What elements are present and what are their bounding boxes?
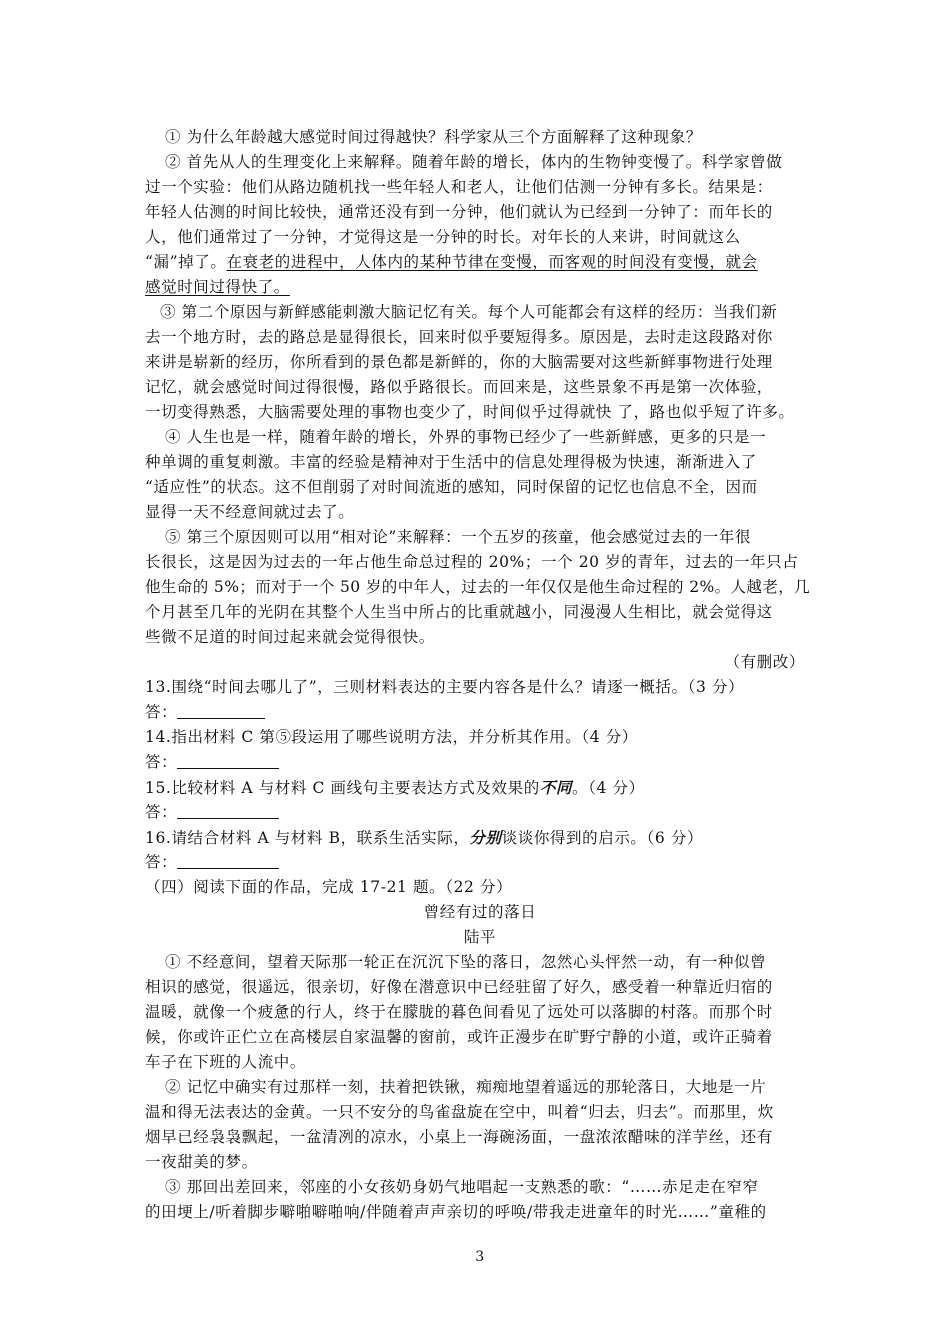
para-c3-line5: 一切变得熟悉，大脑需要处理的事物也变少了，时间似乎过得就快 了，路也似乎短了许多。	[145, 403, 795, 421]
para-s1-line2: 相识的感觉，很遥远，很亲切，好像在潜意识中已经驻留了好久，感受着一种靠近归宿的	[145, 978, 773, 996]
article-title: 曾经有过的落日	[423, 903, 537, 921]
para-c4-line1: ④ 人生也是一样，随着年龄的增长，外界的事物已经少了一些新鲜感，更多的只是一	[165, 428, 767, 446]
para-c3-line1: ③ 第二个原因与新鲜感能刺激大脑记忆有关。每个人可能都会有这样的经历：当我们新	[160, 303, 778, 321]
para-c5-line3: 他生命的 5%；而对于一个 50 岁的中年人，过去的一年仅仅是他生命过程的 2%。人越老，几	[145, 578, 811, 596]
answer-13	[145, 700, 815, 725]
question-16-text: 16.请结合材料 A 与材料 B，联系生活实际，	[145, 829, 470, 847]
edited-note: （有删改）	[724, 653, 805, 671]
article-author: 陆平	[463, 928, 497, 946]
question-15-tail: 。（4 分）	[572, 779, 645, 797]
answer-label: 答：	[145, 853, 178, 871]
page-number: 3	[475, 1249, 485, 1265]
para-c2-line5	[145, 250, 815, 275]
para-c3-line4: 记忆，就会感觉时间过得很慢，路似乎路很长。而回来是，这些景象不再是第一次体验，	[145, 378, 773, 396]
underlined-sentence-c: 在衰老的进程中，人体内的某种节律在变慢，而客观的时间没有变慢，就会	[226, 253, 758, 271]
para-s1-line1: ① 不经意间，望着天际那一轮正在沉沉下坠的落日，忽然心头怦然一动，有一种似曾	[165, 953, 767, 971]
para-c3-line2: 去一个地方时，去的路总是显得很长，回来时似乎要短得多。原因是，去时走这段路对你	[145, 328, 773, 346]
para-c4-line2: 种单调的重复刺激。丰富的经验是精神对于生活中的信息处理得极为快速，渐渐进入了	[145, 453, 757, 471]
para-c2-line1: ② 首先从人的生理变化上来解释。随着年龄的增长，体内的生物钟变慢了。科学家曾做	[165, 153, 783, 171]
para-s1-line5: 车子在下班的人流中。	[145, 1053, 307, 1071]
question-15-text: 15.比较材料 A 与材料 C 画线句主要表达方式及效果的	[145, 779, 540, 797]
answer-blank-14[interactable]	[177, 752, 279, 769]
question-15	[145, 775, 815, 801]
answer-16	[145, 850, 815, 875]
question-16	[145, 825, 815, 851]
para-c2-line2: 过一个实验：他们从路边随机找一些年轻人和老人，让他们估测一分钟有多长。结果是：	[145, 178, 773, 196]
question-14: 14.指出材料 C 第⑤段运用了哪些说明方法，并分析其作用。（4 分）	[145, 728, 638, 746]
para-s1-line3: 温暖，就像一个疲惫的行人，终于在朦胧的暮色间看见了远处可以落脚的村落。而那个时	[145, 1003, 773, 1021]
answer-label: 答：	[145, 753, 178, 771]
para-c3-line3: 来讲是崭新的经历，你所看到的景色都是新鲜的，你的大脑需要对这些新鲜事物进行处理	[145, 353, 773, 371]
question-16-emphasis: 分别	[469, 828, 502, 847]
answer-blank-13[interactable]	[177, 702, 265, 719]
para-c2-line5-text: “漏”掉了。	[145, 253, 227, 271]
question-15-emphasis: 不同	[539, 778, 573, 797]
para-s2-line1: ② 记忆中确实有过那样一刻，扶着把铁锹，痴痴地望着遥远的那轮落日，大地是一片	[165, 1078, 767, 1096]
para-c5-line4: 个月甚至几年的光阴在其整个人生当中所占的比重就越小，同漫漫人生相比，就会觉得这	[145, 603, 773, 621]
para-c5-line5: 些微不足道的时间过起来就会觉得很快。	[145, 628, 435, 646]
answer-label: 答：	[145, 803, 178, 821]
question-13: 13.围绕“时间去哪儿了”，三则材料表达的主要内容各是什么？请逐一概括。（3 分）	[145, 678, 745, 696]
para-s2-line2: 温和得无法表达的金黄。一只不安分的鸟雀盘旋在空中，叫着“归去，归去”。而那里，炊	[145, 1103, 774, 1121]
para-s3-line2: 的田埂上/听着脚步噼啪噼啪响/伴随着声声亲切的呼唤/带我走进童年的时光……”童稚的	[145, 1203, 767, 1221]
para-c5-line2: 长很长，这是因为过去的一年占他生命总过程的 20%；一个 20 岁的青年，过去的一年只占	[145, 553, 799, 571]
answer-blank-16[interactable]	[177, 852, 279, 869]
para-c4-line3: “适应性”的状态。这不但削弱了对时间流逝的感知，同时保留的记忆也信息不全，因而	[145, 478, 758, 496]
section-heading: （四）阅读下面的作品，完成 17-21 题。（22 分）	[145, 878, 513, 896]
answer-14	[145, 750, 815, 775]
para-c4-line4: 显得一天不经意间就过去了。	[145, 503, 355, 521]
para-s1-line4: 候，你或许正伫立在高楼层自家温馨的窗前，或许正漫步在旷野宁静的小道，或许正骑着	[145, 1028, 773, 1046]
underlined-sentence-c-cont: 感觉时间过得快了。	[145, 278, 290, 296]
para-s2-line4: 一夜甜美的梦。	[145, 1153, 258, 1171]
answer-15	[145, 800, 815, 825]
answer-label: 答：	[145, 703, 178, 721]
answer-blank-15[interactable]	[177, 802, 279, 819]
para-s2-line3: 烟早已经袅袅飘起，一盆清冽的凉水，小桌上一海碗汤面，一盘浓浓醋味的洋芋丝，还有	[145, 1128, 773, 1146]
para-c2-line3: 年轻人估测的时间比较快，通常还没有到一分钟，他们就认为已经到一分钟了：而年长的	[145, 203, 773, 221]
para-c1: ① 为什么年龄越大感觉时间过得越快？科学家从三个方面解释了这种现象？	[165, 128, 702, 146]
para-c5-line1: ⑤ 第三个原因则可以用“相对论”来解释：一个五岁的孩童，他会感觉过去的一年很	[165, 528, 752, 546]
para-c2-line4: 人，他们通常过了一分钟，才觉得这是一分钟的时长。对年长的人来讲，时间就这么	[145, 228, 741, 246]
para-s3-line1: ③ 那回出差回来，邻座的小女孩奶身奶气地唱起一支熟悉的歌：“……赤足走在窄窄	[165, 1178, 759, 1196]
question-16-tail: 谈谈你得到的启示。（6 分）	[501, 829, 704, 847]
